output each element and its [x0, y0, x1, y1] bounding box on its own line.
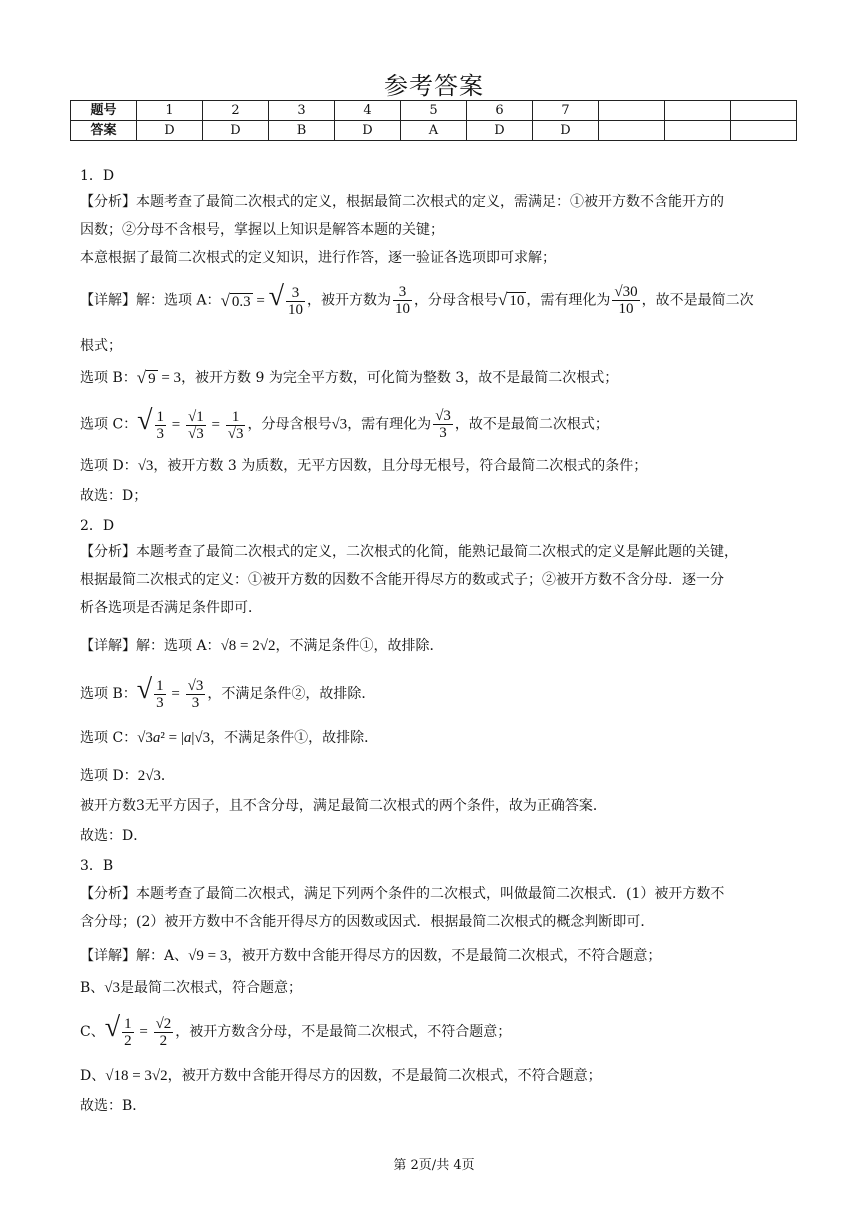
q1-option-d: [80, 456, 647, 476]
q1-heading: 1．D: [80, 168, 115, 184]
table-cell: 6: [467, 101, 533, 121]
q1-detail-a-mid2: ，分母含根号: [414, 292, 498, 309]
page-footer: 第 2页/共 4页: [393, 1158, 475, 1173]
q3-option-c-prefix: C、: [80, 1023, 105, 1040]
q1-option-b: [80, 368, 618, 389]
table-cell: D: [137, 121, 203, 141]
q1-analysis-line3: 本意根据了最简二次根式的定义知识，进行作答，逐一验证各选项即可求解；: [80, 250, 556, 266]
q1-detail-a-mid1: ，被开方数为: [307, 292, 391, 309]
q1-analysis-line1: 【分析】本题考查了最简二次根式的定义，根据最简二次根式的定义，需满足：①被开方数不含能开方的: [80, 194, 724, 210]
q1-detail-a-prefix: 【详解】解：选项 A：: [80, 292, 221, 309]
q2-analysis-line2: 根据最简二次根式的定义：①被开方数的因数不含能开得尽方的数或式子；②被开方数不含分母．逐一分: [80, 572, 724, 588]
table-cell: B: [269, 121, 335, 141]
q3-detail-a: [80, 946, 661, 966]
row-header-answers: 答案: [71, 121, 137, 141]
q1-formula-b: √ 9 = 3: [136, 368, 182, 388]
q3-option-c: [80, 1011, 512, 1049]
q1-formula-c: √ $\frac{1}{3}$ = $\frac{√1}{√3}$ = $\frac{1}{√3}$: [137, 404, 244, 442]
q2-option-d-prefix: 选项 D：: [80, 768, 138, 784]
table-cell: [731, 101, 797, 121]
table-cell: [599, 121, 665, 141]
q1-option-d-tail: ，被开方数 3 为质数，无平方因数，且分母无根号，符合最简二次根式的条件；: [153, 458, 648, 474]
q2-option-d: [80, 766, 175, 786]
q3-choose: 故选：B．: [80, 1098, 147, 1114]
q1-detail-a: [80, 280, 754, 318]
q2-detail-a-tail: ，不满足条件①，故排除．: [275, 638, 444, 654]
q1-analysis-line2: 因数；②分母不含根号，掌握以上知识是解答本题的关键；: [80, 222, 444, 238]
table-cell: 1: [137, 101, 203, 121]
q3-detail-a-tail: ，被开方数中含能开得尽方的因数，不是最简二次根式，不符合题意；: [227, 948, 662, 964]
page-title: 参考答案: [384, 72, 484, 100]
q1-detail-a-cont: 根式；: [80, 338, 122, 354]
q2-option-d-tail: ．: [160, 768, 175, 784]
q2-analysis-line1: 【分析】本题考查了最简二次根式的定义，二次根式的化简，能熟记最简二次根式的定义是解此题的关键，: [80, 544, 738, 560]
q1-formula-d: √3: [137, 458, 154, 474]
q1-option-c-mid2: ，需有理化为: [347, 416, 432, 433]
q3-option-b: [80, 978, 302, 998]
q1-fraction-3-10: $\frac{3}{10}$: [395, 284, 410, 317]
q2-choose: 故选：D．: [80, 828, 148, 844]
q2-option-c-tail: ，不满足条件①，故排除．: [210, 730, 379, 746]
q1-option-b-prefix: 选项 B：: [80, 370, 137, 386]
q1-option-d-prefix: 选项 D：: [80, 458, 138, 474]
q3-analysis-line1: 【分析】本题考查了最简二次根式，满足下列两个条件的二次根式，叫做最简二次根式．(1）被开方数不: [80, 886, 725, 902]
table-cell: D: [533, 121, 599, 141]
table-cell: 3: [269, 101, 335, 121]
row-header-numbers: 题号: [71, 101, 137, 121]
q1-sqrt-10: √ 10: [498, 290, 525, 309]
table-cell: [599, 101, 665, 121]
q3-option-c-tail: ，被开方数含分母，不是最简二次根式，不符合题意；: [175, 1023, 512, 1040]
table-cell: D: [203, 121, 269, 141]
q1-sqrt-3: √3: [331, 416, 348, 433]
q1-choose: 故选：D；: [80, 488, 148, 504]
q3-option-b-prefix: B、: [80, 980, 105, 996]
table-cell: 7: [533, 101, 599, 121]
q1-formula-a: √ 0.3 = √ $\frac{3}{10}$: [220, 280, 303, 318]
q2-option-b: [80, 673, 376, 711]
q3-analysis-line2: 含分母；(2）被开方数中不含能开得尽方的因数或因式．根据最简二次根式的概念判断即可．: [80, 914, 655, 930]
q3-heading: 3．B: [80, 858, 114, 874]
q1-option-c-tail: ，故不是最简二次根式；: [454, 416, 609, 433]
q2-formula-a: √8 = 2√2: [220, 638, 276, 654]
table-cell: 5: [401, 101, 467, 121]
q3-formula-a: √9 = 3: [188, 948, 228, 964]
q1-option-c: [80, 404, 609, 442]
q2-conclusion: 被开方数3无平方因子，且不含分母，满足最简二次根式的两个条件，故为正确答案．: [80, 798, 607, 814]
q3-option-d: [80, 1066, 602, 1086]
q3-formula-b: √3: [104, 980, 121, 996]
q2-detail-a-prefix: 【详解】解：选项 A：: [80, 638, 221, 654]
q1-fraction-sqrt30-10: $\frac{√30}{10}$: [614, 284, 638, 317]
q3-option-b-tail: 是最简二次根式，符合题意；: [120, 980, 303, 996]
table-cell: 4: [335, 101, 401, 121]
q2-formula-d: 2√3: [137, 768, 161, 784]
q1-option-b-tail: ，被开方数 9 为完全平方数，可化简为整数 3，故不是最简二次根式；: [181, 370, 619, 386]
q2-formula-b: √ $\frac{1}{3}$ = $\frac{√3}{3}$: [136, 673, 204, 711]
q2-option-c: [80, 728, 378, 748]
q2-option-b-prefix: 选项 B：: [80, 685, 137, 702]
answer-table: [70, 100, 797, 141]
q3-formula-d: √18 = 3√2: [105, 1068, 168, 1084]
answer-table-row-answers: [71, 121, 797, 141]
q2-analysis-line3: 析各选项是否满足条件即可．: [80, 600, 262, 616]
q3-formula-c: √ $\frac{1}{2}$ = $\frac{√2}{2}$: [104, 1011, 172, 1049]
q2-option-b-tail: ，不满足条件②，故排除．: [207, 685, 376, 702]
q1-option-c-mid: ，分母含根号: [247, 416, 332, 433]
q2-formula-c: √3a² = |a|√3: [137, 730, 211, 746]
q1-detail-a-tail: ，故不是最简二次: [641, 292, 754, 309]
table-cell: D: [335, 121, 401, 141]
q1-detail-a-mid3: ，需有理化为: [526, 292, 611, 309]
q3-detail-a-prefix: 【详解】解：A、: [80, 948, 189, 964]
q1-fraction-sqrt3-3: $\frac{√3}{3}$: [435, 408, 451, 441]
table-cell: 2: [203, 101, 269, 121]
q3-option-d-prefix: D、: [80, 1068, 106, 1084]
table-cell: A: [401, 121, 467, 141]
table-cell: [731, 121, 797, 141]
table-cell: D: [467, 121, 533, 141]
answer-table-row-numbers: [71, 101, 797, 121]
q2-detail-a: [80, 636, 444, 656]
q2-heading: 2．D: [80, 518, 115, 534]
q1-option-c-prefix: 选项 C：: [80, 416, 138, 433]
q3-option-d-tail: ，被开方数中含能开得尽方的因数，不是最简二次根式，不符合题意；: [167, 1068, 602, 1084]
table-cell: [665, 101, 731, 121]
q2-option-c-prefix: 选项 C：: [80, 730, 138, 746]
table-cell: [665, 121, 731, 141]
